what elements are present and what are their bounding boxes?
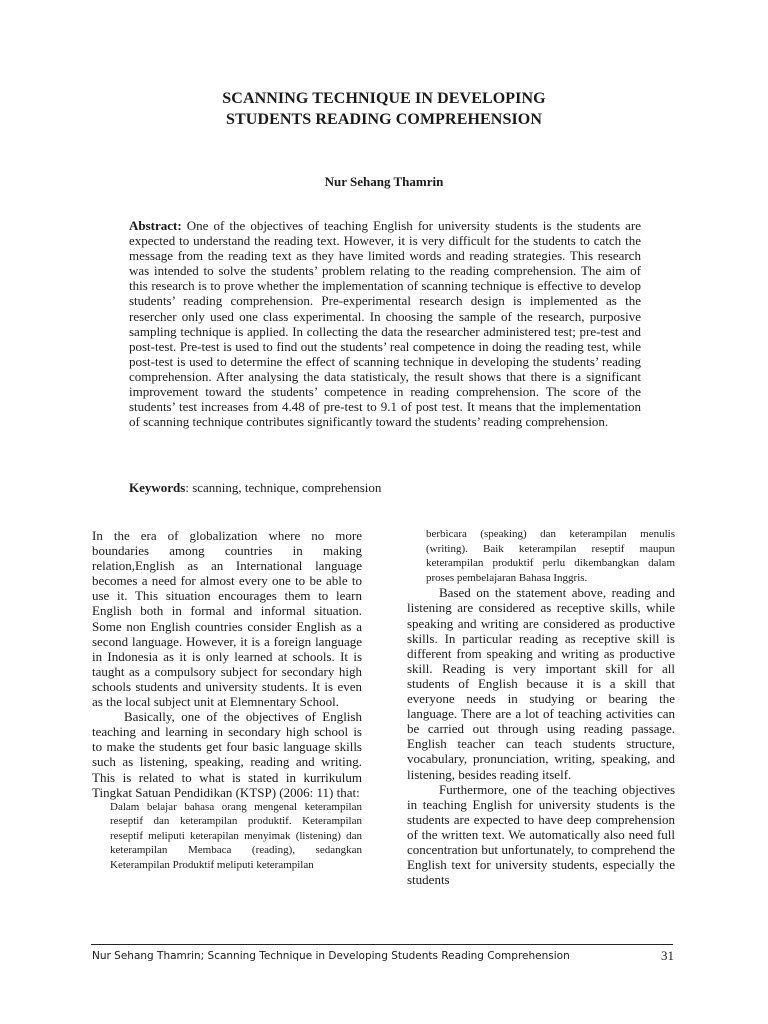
right-column bbox=[407, 527, 675, 887]
author-name: Nur Sehang Thamrin bbox=[324, 174, 444, 189]
footer-running-title: Nur Sehang Thamrin; Scanning Technique in Developing Students Reading Comprehension bbox=[92, 950, 570, 962]
left-column bbox=[92, 528, 362, 873]
page-number: 31 bbox=[661, 948, 674, 963]
title-line-1: SCANNING TECHNIQUE IN DEVELOPING bbox=[222, 90, 546, 107]
footer-divider bbox=[91, 944, 673, 945]
right-paragraph-2: Furthermore, one of the teaching objectives in teaching English for university students is the students are expected to have deep comprehension of the written text. We automatically also need full concentration but unfortunately, to comprehend the English text for university students, especially the students bbox=[407, 781, 675, 888]
abstract-label: Abstract: bbox=[129, 218, 182, 233]
abstract bbox=[129, 218, 641, 429]
left-paragraph-2: Basically, one of the objectives of English teaching and learning in secondary high school is to make the students get four basic language skills such as listening, speaking, reading and writing. This is related to what is stated in kurrikulum Tingkat Satuan Pendidikan (KTSP) (2006: 11) that: bbox=[92, 709, 362, 800]
right-block-quote: berbicara (speaking) dan keterampilan menulis (writing). Baik keterampilan reseptif maupun keterampilan produktif perlu dikembangkan dalam proses pembelajaran Bahasa Inggris. bbox=[426, 528, 675, 584]
left-paragraph-1: In the era of globalization where no more boundaries among countries in making relation,English as an International language becomes a need for almost every one to be able to use it. This situation encourages them to learn English both in formal and informal situation. Some non English countries consider English as a second language. However, it is a foreign language in Indonesia as it is only learned at schools. It is taught as a compulsory subject for secondary high schools students and university students. It is even as the local subject unit at Elemnentary School. bbox=[92, 528, 362, 710]
keywords bbox=[129, 480, 641, 496]
paper-title bbox=[0, 88, 768, 130]
keywords-label: Keywords bbox=[129, 480, 186, 495]
abstract-text: One of the objectives of teaching English for university students is the students are expected to understand the reading text. However, it is very difficult for the students to catch the message from the reading text as they have limited words and reading strategies. This research was intended to solve the students’ problem relating to the reading comprehension. The aim of this research is to prove whether the implementation of scanning technique is effective to develop students’ reading comprehension. Pre-experimental research design is implemented as the resercher only used one class experimental. In choosing the sample of the research, purposive sampling technique is applied. In collecting the data the researcher administered test; pre-test and post-test. Pre-test is used to find out the students’ real competence in doing the reading test, while post-test is used to determine the effect of scanning technique in developing the students’ reading comprehension. After analysing the data statisticaly, the result shows that there is a significant improvement toward the students’ competence in reading comprehension. The score of the students’ test increases from 4.48 of pre-test to 9.1 of post test. It means that the implementation of scanning technique contributes significantly toward the students’ reading comprehension. bbox=[129, 218, 641, 430]
left-block-quote: Dalam belajar bahasa orang mengenal keterampilan reseptif dan keterampilan produktif. Keterampilan reseptif meliputi keterapilan menyimak (listening) dan keterampilan Membaca (reading), sedangkan Keterampilan Produktif meliputi keterampilan bbox=[110, 800, 362, 872]
right-paragraph-1: Based on the statement above, reading and listening are considered as receptive skills, while speaking and writing are considered as productive skills. In particular reading as receptive skill is different from speaking and writing as productive skill. Reading is very important skill for all students of English because it is a skill that everyone needs in studying or bearing the language. There are a lot of teaching activities can be carried out through using reading passage. English teacher can teach students structure, vocabulary, pronunciation, writing, speaking, and listening, besides reading itself. bbox=[407, 585, 675, 782]
title-line-2: STUDENTS READING COMPREHENSION bbox=[226, 111, 542, 128]
keywords-text: : scanning, technique, comprehension bbox=[185, 480, 382, 495]
